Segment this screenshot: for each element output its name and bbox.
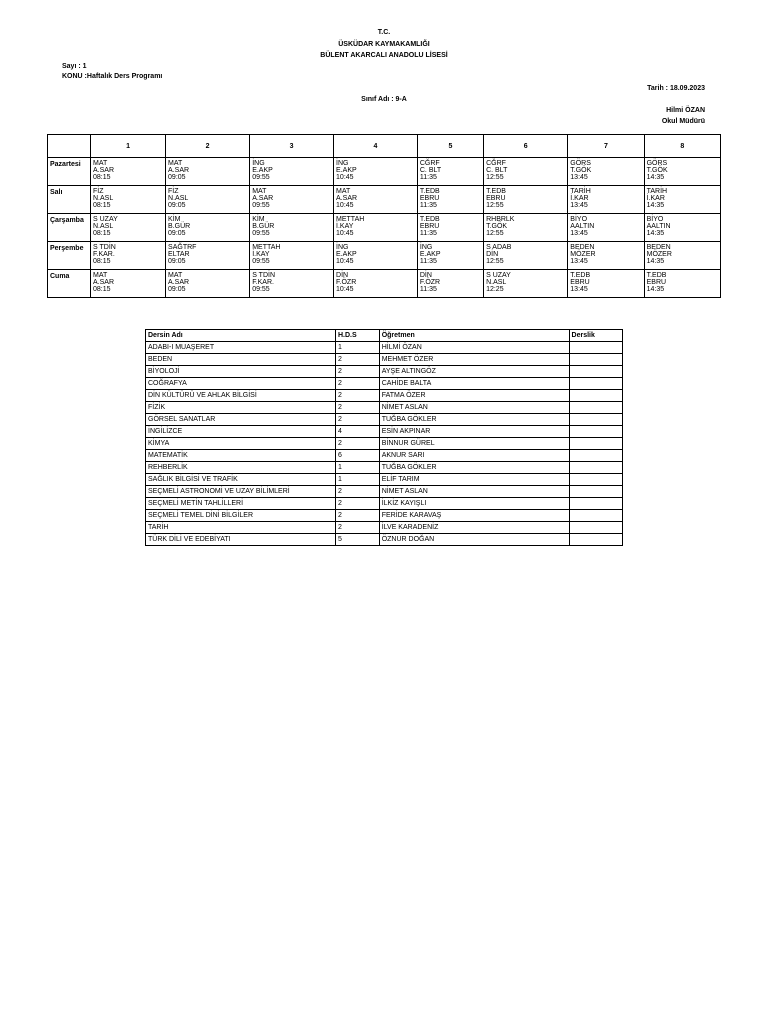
schedule-cell [484,186,568,214]
schedule-cell-time: 09:55 [252,202,270,209]
course-room [569,390,622,402]
schedule-cell-time: 09:55 [252,258,270,265]
principal-title: Okul Müdürü [661,118,705,125]
schedule-cell [417,270,483,298]
schedule-cell-lesson: METTAH [336,216,365,223]
course-row [146,426,623,438]
schedule-cell-teacher: F.KAR. [252,279,274,286]
schedule-cell-teacher: C. BLT [419,167,442,174]
schedule-cell [250,270,334,298]
schedule-cell-lesson: DİN [336,272,349,279]
schedule-cell-teacher: N.ASL [93,223,114,230]
course-row [146,510,623,522]
schedule-cell-lesson: İNG [336,160,349,167]
schedule-cell-lesson: İNG [252,160,265,167]
schedule-cell-time: 08:15 [93,286,111,293]
course-name: GÖRSEL SANATLAR [146,414,336,426]
schedule-row [48,242,721,270]
schedule-cell-lesson: T.EDB [570,272,591,279]
schedule-cell [417,214,483,242]
course-header-row [146,330,623,342]
course-hours: 2 [335,378,379,390]
schedule-row [48,186,721,214]
schedule-cell-time: 11:35 [419,174,437,181]
course-teacher: AYŞE ALTINGÖZ [379,366,569,378]
schedule-row [48,270,721,298]
course-list-table [145,329,623,546]
schedule-cell-time: 13:45 [570,258,588,265]
schedule-cell [417,186,483,214]
schedule-cell-teacher: C. BLT [486,167,508,174]
course-hours: 2 [335,510,379,522]
schedule-day-label: Pazartesi [48,158,91,186]
course-column-header: Derslik [569,330,622,342]
schedule-cell-time: 10:45 [336,258,354,265]
schedule-cell-lesson: MAT [93,272,108,279]
schedule-cell-teacher: E.AKP [336,251,357,258]
schedule-cell-time: 10:45 [336,202,354,209]
schedule-period-header: 7 [568,135,644,158]
schedule-cell-time: 08:15 [93,174,111,181]
schedule-cell-teacher: N.ASL [486,279,507,286]
schedule-cell [334,214,418,242]
schedule-cell-time: 13:45 [570,286,588,293]
schedule-cell-time: 09:05 [168,202,186,209]
course-teacher: FERİDE KARAVAŞ [379,510,569,522]
schedule-cell-lesson: MAT [168,160,183,167]
schedule-cell-lesson: MAT [252,188,267,195]
course-room [569,402,622,414]
course-row [146,342,623,354]
schedule-day-label: Cuma [48,270,91,298]
course-room [569,450,622,462]
course-row [146,438,623,450]
course-hours: 1 [335,474,379,486]
course-hours: 2 [335,522,379,534]
schedule-day-label: Salı [48,186,91,214]
schedule-cell-teacher: AALTIN [646,223,671,230]
schedule-cell-lesson: FİZ [93,188,104,195]
schedule-cell-teacher: A.SAR [336,195,358,202]
course-row [146,402,623,414]
schedule-cell-lesson: CĞRF [419,160,440,167]
schedule-cell-teacher: A.SAR [168,167,190,174]
schedule-cell [417,158,483,186]
course-name: İNGİLİZCE [146,426,336,438]
schedule-cell-lesson: KİM [168,216,181,223]
schedule-cell-lesson: GÖRS [570,160,591,167]
schedule-cell-teacher: İ.KAY [336,223,354,230]
schedule-cell-teacher: E.AKP [252,167,273,174]
schedule-cell-lesson: MAT [93,160,108,167]
course-name: SEÇMELİ METİN TAHLİLLERİ [146,498,336,510]
course-row [146,462,623,474]
schedule-cell-lesson: S UZAY [93,216,118,223]
course-row [146,450,623,462]
schedule-cell-lesson: MAT [336,188,351,195]
schedule-cell-time: 09:55 [252,286,270,293]
schedule-cell-teacher: EBRU [646,279,667,286]
course-row [146,366,623,378]
schedule-cell-time: 09:05 [168,258,186,265]
schedule-cell-lesson: MAT [168,272,183,279]
schedule-cell [644,186,720,214]
schedule-cell [644,242,720,270]
schedule-cell-time: 12:55 [486,230,504,237]
course-room [569,414,622,426]
course-teacher: İLVE KARADENİZ [379,522,569,534]
schedule-cell-lesson: SAĞTRF [168,244,197,251]
schedule-cell-time: 14:35 [646,230,665,237]
schedule-cell-lesson: İNG [336,244,349,251]
course-column-header: Öğretmen [379,330,569,342]
course-row [146,354,623,366]
course-hours: 2 [335,498,379,510]
schedule-cell-teacher: A.SAR [93,279,115,286]
schedule-cell-time: 12:55 [486,202,504,209]
schedule-cell-lesson: FİZ [168,188,179,195]
course-name: MATEMATİK [146,450,336,462]
schedule-cell-time: 09:05 [168,230,186,237]
course-room [569,486,622,498]
course-name: ADABI-I MUAŞERET [146,342,336,354]
course-hours: 2 [335,390,379,402]
schedule-cell [644,214,720,242]
schedule-cell-time: 11:35 [419,286,437,293]
schedule-row [48,214,721,242]
schedule-cell-teacher: F.ÖZR [419,279,441,286]
schedule-cell [91,158,166,186]
schedule-day-label: Perşembe [48,242,91,270]
schedule-cell-teacher: MÖZER [570,251,596,258]
schedule-cell-time: 11:35 [419,202,437,209]
schedule-cell [568,242,644,270]
course-teacher: CAHİDE BALTA [379,378,569,390]
course-name: TARİH [146,522,336,534]
schedule-day-label: Çarşamba [48,214,91,242]
schedule-cell-teacher: A.SAR [252,195,274,202]
course-hours: 2 [335,486,379,498]
course-hours: 6 [335,450,379,462]
schedule-cell-time: 08:15 [93,230,111,237]
schedule-cell-time: 12:25 [486,286,504,293]
schedule-cell-lesson: KİM [252,216,265,223]
schedule-cell-lesson: İNG [419,244,433,251]
course-teacher: TUĞBA GÖKLER [379,462,569,474]
schedule-cell-teacher: İ.KAR [570,195,589,202]
schedule-cell-teacher: B.GÜR [252,223,275,230]
schedule-cell-time: 12:55 [486,174,504,181]
schedule-cell-time: 09:55 [252,174,270,181]
schedule-period-header: 1 [91,135,166,158]
schedule-cell-teacher: A.SAR [93,167,115,174]
course-room [569,474,622,486]
course-row [146,414,623,426]
course-name: TÜRK DİLİ VE EDEBİYATI [146,534,336,546]
schedule-cell-teacher: F.ÖZR [336,279,357,286]
schedule-cell [250,214,334,242]
schedule-cell [91,270,166,298]
schedule-cell [568,214,644,242]
schedule-cell-teacher: MÖZER [646,251,672,258]
course-row [146,390,623,402]
schedule-cell-time: 09:05 [168,174,186,181]
schedule-cell [484,158,568,186]
schedule-cell [334,186,418,214]
schedule-cell-lesson: S TDİN [252,272,276,279]
schedule-cell [166,214,250,242]
schedule-period-header: 2 [166,135,250,158]
schedule-cell-teacher: EBRU [570,279,590,286]
course-name: DİN KÜLTÜRÜ VE AHLAK BİLGİSİ [146,390,336,402]
schedule-cell-lesson: S TDİN [93,244,116,251]
course-room [569,522,622,534]
course-teacher: HİLMİ ÖZAN [379,342,569,354]
schedule-cell-time: 14:35 [646,286,665,293]
course-name: KİMYA [146,438,336,450]
course-row [146,486,623,498]
course-room [569,438,622,450]
schedule-cell-time: 10:45 [336,174,354,181]
schedule-period-header: 6 [484,135,568,158]
schedule-cell [334,158,418,186]
course-hours: 1 [335,342,379,354]
course-name: REHBERLİK [146,462,336,474]
schedule-cell-time: 14:35 [646,202,665,209]
schedule-cell [484,214,568,242]
schedule-cell [166,158,250,186]
schedule-cell-time: 10:45 [336,230,354,237]
schedule-cell-teacher: B.GÜR [168,223,191,230]
course-name: SAĞLIK BİLGİSİ VE TRAFİK [146,474,336,486]
schedule-cell-time: 13:45 [570,174,588,181]
header-kaymakamlik: ÜSKÜDAR KAYMAKAMLIĞI [338,41,430,48]
schedule-cell-teacher: EBRU [419,195,440,202]
course-name: COĞRAFYA [146,378,336,390]
schedule-cell-time: 14:35 [646,174,665,181]
schedule-cell [166,270,250,298]
course-teacher: FATMA ÖZER [379,390,569,402]
course-teacher: İLKİZ KAYIŞLI [379,498,569,510]
schedule-cell-teacher: N.ASL [93,195,114,202]
schedule-cell [644,158,720,186]
header-tc: T.C. [377,29,391,36]
course-hours: 2 [335,366,379,378]
course-teacher: ÖZNUR DOĞAN [379,534,569,546]
schedule-cell [166,242,250,270]
schedule-cell [250,158,334,186]
schedule-cell-time: 11:35 [419,258,437,265]
course-name: BEDEN [146,354,336,366]
course-name: SEÇMELİ ASTRONOMİ VE UZAY BİLİMLERİ [146,486,336,498]
schedule-cell-teacher: İ.KAR [646,195,665,202]
schedule-cell-teacher: İ.KAY [252,251,270,258]
course-teacher: MEHMET ÖZER [379,354,569,366]
course-name: FİZİK [146,402,336,414]
schedule-cell-lesson: METTAH [252,244,281,251]
schedule-cell-teacher: ELTAR [168,251,190,258]
course-teacher: ELİF TARIM [379,474,569,486]
header-school-name: BÜLENT AKARCALI ANADOLU LİSESİ [320,52,448,59]
schedule-cell-teacher: N.ASL [168,195,189,202]
schedule-cell [484,270,568,298]
schedule-cell-lesson: T.EDB [419,216,440,223]
course-room [569,426,622,438]
schedule-cell-lesson: GÖRS [646,160,668,167]
schedule-cell [644,270,720,298]
schedule-cell-teacher: A.SAR [168,279,190,286]
schedule-cell [484,242,568,270]
course-row [146,522,623,534]
class-name: Sınıf Adı : 9-A [361,96,407,103]
schedule-cell-teacher: EBRU [486,195,506,202]
schedule-cell-time: 12:55 [486,258,504,265]
schedule-cell-teacher: T.GÖK [486,223,508,230]
schedule-cell [568,158,644,186]
schedule-cell-lesson: S ADAB [486,244,512,251]
course-room [569,354,622,366]
schedule-cell-lesson: T.EDB [486,188,506,195]
schedule-row [48,158,721,186]
schedule-cell-lesson: BİYO [570,216,588,223]
schedule-cell [91,186,166,214]
schedule-cell-time: 08:15 [93,258,111,265]
course-hours: 4 [335,426,379,438]
schedule-cell [334,270,418,298]
schedule-cell-lesson: DİN [419,272,432,279]
course-teacher: BİNNUR GÜREL [379,438,569,450]
schedule-cell-teacher: E.AKP [336,167,357,174]
schedule-cell-time: 13:45 [570,202,588,209]
course-teacher: NİMET ASLAN [379,486,569,498]
course-hours: 2 [335,402,379,414]
schedule-cell-lesson: TARİH [570,188,591,195]
schedule-cell-lesson: TARİH [646,188,668,195]
schedule-cell-teacher: F.KAR. [93,251,115,258]
schedule-cell-time: 10:45 [336,286,354,293]
schedule-cell [166,186,250,214]
schedule-cell-lesson: T.EDB [646,272,667,279]
schedule-cell-time: 09:55 [252,230,270,237]
course-room [569,462,622,474]
schedule-cell-time: 13:45 [570,230,588,237]
document-subject: KONU :Haftalık Ders Programı [62,73,163,80]
schedule-period-header: 5 [417,135,483,158]
schedule-cell-time: 09:05 [168,286,186,293]
schedule-cell-lesson: BEDEN [646,244,671,251]
course-hours: 2 [335,354,379,366]
course-row [146,498,623,510]
course-name: BİYOLOJİ [146,366,336,378]
course-room [569,510,622,522]
schedule-cell [568,186,644,214]
course-room [569,366,622,378]
course-teacher: TUĞBA GÖKLER [379,414,569,426]
schedule-cell [91,214,166,242]
schedule-cell-teacher: E.AKP [419,251,441,258]
course-teacher: AKNUR SARI [379,450,569,462]
course-row [146,474,623,486]
course-teacher: NİMET ASLAN [379,402,569,414]
schedule-cell-teacher: DİN [486,251,499,258]
schedule-cell [250,186,334,214]
schedule-cell [91,242,166,270]
schedule-cell [334,242,418,270]
schedule-cell-lesson: S UZAY [486,272,511,279]
schedule-cell-lesson: RHBRLK [486,216,515,223]
weekly-schedule-table [47,134,721,298]
course-hours: 2 [335,414,379,426]
schedule-period-header: 3 [250,135,334,158]
schedule-cell-teacher: T.GÖK [570,167,592,174]
course-room [569,498,622,510]
schedule-cell-lesson: CĞRF [486,160,506,167]
principal-name: Hilmi ÖZAN [666,107,705,114]
schedule-cell-teacher: AALTIN [570,223,595,230]
schedule-cell [568,270,644,298]
schedule-cell-teacher: T.GÖK [646,167,668,174]
schedule-period-header: 8 [644,135,720,158]
schedule-period-header: 4 [334,135,418,158]
course-room [569,378,622,390]
course-hours: 2 [335,438,379,450]
course-room [569,342,622,354]
schedule-cell-lesson: BİYO [646,216,664,223]
schedule-cell-teacher: EBRU [419,223,440,230]
schedule-corner-cell [48,135,91,158]
schedule-cell [417,242,483,270]
course-room [569,534,622,546]
document-number: Sayı : 1 [62,63,87,70]
course-row [146,534,623,546]
schedule-header-row [48,135,721,158]
schedule-cell [250,242,334,270]
course-column-header: Dersin Adı [146,330,336,342]
schedule-cell-time: 08:15 [93,202,111,209]
course-column-header: H.D.S [335,330,379,342]
schedule-cell-time: 14:35 [646,258,665,265]
schedule-cell-lesson: T.EDB [419,188,440,195]
course-hours: 1 [335,462,379,474]
course-hours: 5 [335,534,379,546]
schedule-cell-lesson: BEDEN [570,244,595,251]
course-name: SEÇMELİ TEMEL DİNİ BİLGİLER [146,510,336,522]
schedule-cell-time: 11:35 [419,230,437,237]
course-teacher: ESİN AKPINAR [379,426,569,438]
course-row [146,378,623,390]
document-date: Tarih : 18.09.2023 [647,85,705,92]
